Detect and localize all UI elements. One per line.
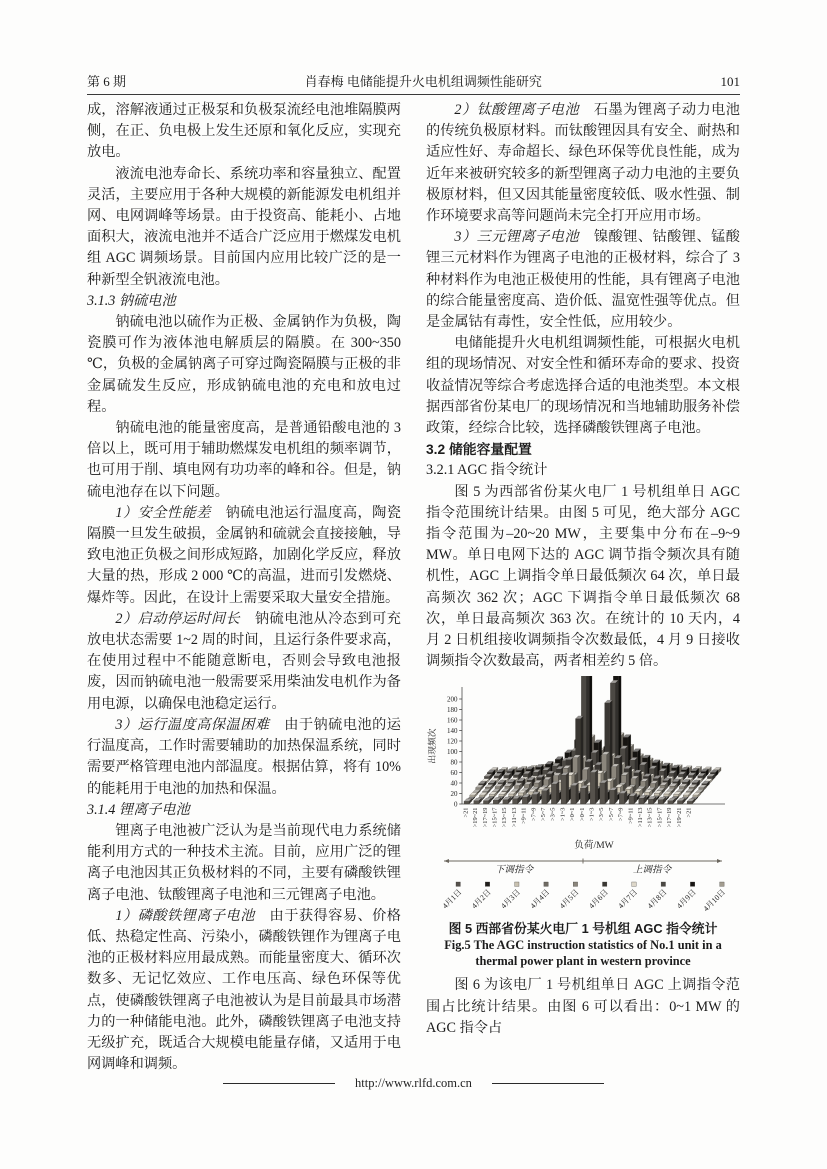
- paragraph: 2）钛酸锂离子电池 石墨为锂离子动力电池的传统负极原材料。而钛酸锂因具有安全、耐热和适应性好、寿命超长、绿色环保等优良性能，成为近年来被研究较多的新型锂离子动力电池的主要负极原材料，但又因其能量密度较低、吸水性强、制作环境要求高等问题尚未完全打开应用市场。: [426, 102, 740, 225]
- paragraph: 锂离子电池被广泛认为是当前现代电力系统储能利用方式的一种技术主流。目前，应用广泛的锂离子电池因其正负极材料的不同，主要有磷酸铁锂离子电池、钛酸锂离子电池和三元锂离子电池。: [87, 822, 401, 903]
- y-tick-label: 20: [450, 790, 458, 799]
- bar-4月1日-17: [629, 794, 637, 805]
- bar-side: [595, 770, 598, 804]
- bar-front: [629, 797, 634, 805]
- x-tick-label: >19~21: [472, 807, 480, 828]
- paragraph: 液流电池寿命长、系统功率和容量独立、配置灵活，主要应用于各种大规模的新能源发电机组并网、电网调峰等场景。由于投资高、能耗小、占地面积大，液流电池并不适合广泛应用于燃煤发电机组 AGC 调频场景。目前国内应用比较广泛的是一种新型全钒液流电池。: [87, 165, 401, 288]
- bar-side: [566, 773, 569, 805]
- legend-marker-icon: [573, 882, 577, 886]
- item-lead: 1）安全性能差: [115, 504, 211, 521]
- left-column: [87, 100, 401, 1075]
- bar-4月1日-12: [580, 786, 588, 805]
- x-tick-label: >19~21: [675, 807, 683, 828]
- x-tick-label: >7~9: [530, 807, 538, 822]
- bar-4月1日-8: [542, 789, 550, 805]
- bar-front: [532, 795, 537, 804]
- x-axis-title: 负荷/MW: [574, 840, 614, 852]
- right-column-text: [426, 100, 740, 672]
- y-tick-label: 140: [447, 727, 458, 736]
- x-tick-label: >1~3: [588, 807, 596, 822]
- page-number: 101: [720, 74, 740, 89]
- y-tick-label: 200: [447, 695, 458, 704]
- y-axis-title: 出现频次: [427, 728, 437, 765]
- paragraph: 电储能提升火电机组调频性能，可根据火电机组的现场情况、对安全性和循环寿命的要求、投资收益情况等综合考虑选择合适的电池类型。本文根据西部省份某电厂的现场情况和当地辅助服务补偿政策，经综合比较，选择磷酸铁锂离子电池。: [426, 335, 740, 437]
- bar-4月3日-23: [693, 793, 701, 798]
- bar-front: [542, 791, 547, 804]
- bar-front: [551, 785, 556, 805]
- bar-front: [474, 801, 479, 804]
- bar-front: [513, 799, 518, 804]
- bar-side: [576, 783, 579, 804]
- bar-front: [658, 800, 663, 804]
- legend-date-label: 4月4日: [528, 888, 552, 911]
- page-header: [87, 71, 740, 95]
- bar-4月1日-3: [493, 798, 501, 804]
- legend-date-label: 4月3日: [499, 888, 523, 911]
- x-tick-label: >3~5: [598, 807, 606, 822]
- paragraph: 3）运行温度高保温困难 由于钠硫电池的运行温度高，工作时需要辅助的加热保温系统，同时需要严格管理电池内部温度。根据估算，将有 10% 的能耗用于电池的加热和保温。: [87, 716, 401, 797]
- paragraph: 图 5 为西部省份某火电厂 1 号机组单日 AGC 指令范围统计结果。由图 5 可见，绝大部分 AGC 指令范围为–20~20 MW，主要集中分布在–9~9 MW。单日电网下达的 AGC 调节指令频次具有随机性，AGC 上调指令单日最低频次 64 次，单日最高频次 362 次；AGC 下调指令单日最低频次 68 次，单日最高频次 363 次。在统计的 10 天内，4 月 2 日机组接收调频指令次数最低，4 月 9 日接收调频指令次数最高，两者相差约 5 倍。: [426, 483, 740, 670]
- paragraph: 1）磷酸铁锂离子电池 由于获得容易、价格低、热稳定性高、污染小，磷酸铁锂作为锂离子电池的正极材料应用最成熟。而能量密度大、循环次数多、无记忆效应、工作电压高、绿色环保等优点，使磷酸铁锂离子电池被认为是目前最具市场潜力的一种储能电池。此外，磷酸铁锂离子电池支持无级扩充，既适合大规模电能量存储，又适用于电网调峰和调频。: [87, 907, 401, 1073]
- y-tick-label: 60: [450, 769, 458, 778]
- agc-statistics-chart: [426, 676, 740, 920]
- legend-date-label: 4月10日: [701, 888, 728, 914]
- bar-front: [493, 801, 498, 805]
- legend-marker-icon: [515, 882, 519, 886]
- item-lead: 2）钛酸锂离子电池: [454, 102, 580, 118]
- bar-4月1日-21: [668, 799, 676, 805]
- section-heading: 3.1.3 钠硫电池: [87, 292, 176, 309]
- bar-front: [648, 800, 653, 805]
- x-tick-label: >5~7: [607, 807, 615, 822]
- legend-marker-icon: [485, 882, 489, 886]
- x-tick-label: >21: [462, 807, 470, 818]
- x-tick-label: >5~7: [540, 807, 547, 822]
- x-tick-label: >7~9: [617, 807, 625, 822]
- bar-4月3日-22: [683, 793, 691, 798]
- chart-bars: [464, 676, 721, 804]
- legend-date-label: 4月8日: [645, 888, 669, 911]
- bar-front: [668, 801, 673, 804]
- bar-front: [561, 776, 566, 805]
- bar-4月1日-23: [687, 799, 695, 804]
- x-tick-label: >11~13: [637, 807, 644, 828]
- item-lead: 3）三元锂离子电池: [454, 229, 580, 246]
- legend-date-label: 4月9日: [674, 888, 698, 911]
- figure-5: [426, 676, 740, 969]
- left-arrowhead-icon: [444, 859, 449, 863]
- section-heading: 3.2 储能容量配置: [426, 442, 532, 458]
- y-tick-label: 160: [447, 716, 458, 725]
- bar-front: [600, 783, 605, 804]
- right-column-text-after-figure: [426, 975, 740, 1039]
- figure-caption-zh: 图 5 西部省份某火电厂 1 号机组 AGC 指令统计: [448, 921, 718, 937]
- legend-date-label: 4月1日: [440, 888, 464, 911]
- bar-front: [590, 773, 595, 805]
- bar-front: [580, 789, 585, 805]
- item-lead: 2）启动停运时间长: [115, 610, 241, 627]
- footer-rule-left: [223, 1083, 335, 1084]
- journal-issue: 第 6 期: [87, 74, 127, 89]
- x-tick-label: >15~17: [656, 807, 664, 828]
- legend-date-label: 4月5日: [557, 888, 581, 911]
- legend-marker-icon: [544, 882, 548, 886]
- right-column: [426, 100, 740, 1039]
- paragraph: 1）安全性能差 钠硫电池运行温度高，陶瓷隔膜一旦发生破损，金属钠和硫就会直接接触，导致电池正负极之间形成短路，加剧化学反应，释放大量的热，形成 2 000 ℃的高温，进而引发燃烧、爆炸等。因此，在设计上需要采取大量安全措施。: [87, 504, 401, 606]
- y-tick-label: 80: [450, 758, 458, 767]
- bar-4月3日-1: [480, 793, 488, 798]
- bar-4月1日-2: [483, 799, 491, 805]
- legend-marker-icon: [603, 882, 607, 886]
- paragraph: 2）启动停运时间长 钠硫电池从冷态到可充放电状态需要 1~2 周的时间，且运行条件要求高，在使用过程中不能随意断电，否则会导致电池报废，因而钠硫电池一般需要采用柴油发电机作为备用电源，以确保电池稳定运行。: [87, 610, 401, 712]
- bar-side: [556, 782, 559, 805]
- legend-marker-icon: [456, 882, 460, 886]
- bar-4月1日-15: [610, 788, 618, 804]
- x-tick-label: >11~13: [510, 807, 518, 828]
- bar-4月1日-0: [464, 799, 472, 804]
- bar-side: [547, 789, 550, 805]
- x-tick-label: >0~1: [578, 807, 586, 822]
- bar-4月1日-22: [677, 799, 685, 805]
- y-tick-label: 180: [447, 706, 458, 715]
- down-regulation-label: 下调指令: [494, 864, 534, 876]
- bar-4月1日-16: [619, 791, 627, 804]
- running-title: 肖春梅 电储能提升火电机组调频性能研究: [304, 74, 542, 89]
- regulation-annotation: [444, 859, 722, 876]
- bar-4月1日-7: [532, 792, 540, 804]
- y-axis: [426, 687, 462, 808]
- section-heading: 3.2.1 AGC 指令统计: [426, 462, 548, 479]
- bar-side: [605, 781, 608, 805]
- y-tick-label: 0: [454, 800, 458, 809]
- y-tick-label: 100: [447, 748, 458, 757]
- page-footer: [0, 1076, 827, 1091]
- bar-side: [615, 788, 618, 804]
- bar-side: [585, 786, 588, 805]
- bar-front: [571, 786, 576, 804]
- legend-date-label: 4月2日: [469, 888, 493, 911]
- bar-front: [483, 801, 488, 804]
- x-tick-label: >13~15: [501, 807, 509, 828]
- x-tick-label: >17~19: [666, 807, 674, 828]
- legend-marker-icon: [632, 882, 636, 886]
- bar-4月1日-20: [658, 797, 666, 804]
- x-tick-label: >21: [685, 807, 693, 818]
- up-regulation-label: 上调指令: [632, 864, 672, 876]
- x-tick-label: >0~1: [569, 807, 577, 822]
- bar-front: [610, 791, 615, 805]
- bar-4月1日-14: [600, 781, 608, 805]
- x-tick-label: >13~15: [646, 807, 654, 828]
- legend-date-label: 4月6日: [587, 888, 610, 911]
- x-tick-label: >9~11: [520, 807, 528, 825]
- bar-4月1日-13: [590, 770, 598, 804]
- paragraph: 成，溶解液通过正极泵和负极泵流经电池堆隔膜两侧，在正、负电极上发生还原和氧化反应，实现充放电。: [87, 102, 401, 161]
- bar-4月3日-0: [470, 793, 478, 798]
- legend-marker-icon: [661, 882, 665, 886]
- y-tick-label: 120: [447, 737, 458, 746]
- paragraph: 钠硫电池的能量密度高，是普通铅酸电池的 3 倍以上，既可用于辅助燃煤发电机组的频率调节，也可用于削、填电网有功功率的峰和谷。但是，钠硫电池存在以下问题。: [87, 420, 401, 500]
- section-heading: 3.1.4 锂离子电池: [87, 801, 190, 818]
- y-tick-label: 40: [450, 779, 458, 788]
- chart-legend: [441, 882, 728, 913]
- x-tick-label: >3~5: [549, 807, 557, 822]
- bar-front: [677, 801, 682, 804]
- bar-front: [464, 802, 469, 805]
- paragraph: 3）三元锂离子电池 镍酸锂、钴酸锂、锰酸锂三元材料作为锂离子电池的正极材料，综合了 3 种材料作为电池正极使用的性能，具有锂离子电池的综合能量密度高、造价低、温宽性强等优点。但是金属钴有毒性，安全性低，应用较少。: [426, 229, 740, 331]
- right-arrowhead-icon: [717, 859, 722, 863]
- paragraph: 图 6 为该电厂 1 号机组单日 AGC 上调指令范围占比统计结果。由图 6 可以看出：0~1 MW 的 AGC 指令占: [426, 977, 740, 1036]
- item-lead: 1）磷酸铁锂离子电池: [115, 907, 255, 924]
- bar-front: [687, 802, 692, 805]
- item-lead: 3）运行温度高保温困难: [115, 716, 270, 733]
- paragraph: 钠硫电池以硫作为正极、金属钠作为负极，陶瓷膜可作为液体池电解质层的隔膜。在 300~350 ℃，负极的金属钠离子可穿过陶瓷隔膜与正极的非金属硫发生反应，形成钠硫电池的充电和放电过程。: [87, 314, 401, 415]
- x-axis-labels: [462, 807, 692, 851]
- legend-date-label: 4月7日: [616, 888, 640, 911]
- bar-front: [522, 798, 527, 805]
- bar-4月1日-9: [551, 782, 559, 805]
- footer-url: http://www.rlfd.com.cn: [355, 1076, 472, 1090]
- bar-front: [639, 799, 644, 805]
- bar-front: [619, 794, 624, 805]
- x-tick-label: >9~11: [627, 807, 635, 825]
- x-tick-label: >15~17: [491, 807, 499, 828]
- bar-4月1日-1: [474, 799, 482, 805]
- bar-4月1日-10: [561, 773, 569, 805]
- bar-front: [503, 800, 508, 804]
- bar-4月1日-11: [571, 783, 579, 804]
- footer-rule-right: [492, 1083, 604, 1084]
- x-tick-label: >1~3: [559, 807, 567, 822]
- bar-4月1日-19: [648, 797, 656, 805]
- legend-marker-icon: [690, 882, 694, 886]
- bar-4月1日-4: [503, 797, 511, 804]
- x-tick-label: >17~19: [481, 807, 489, 828]
- legend-marker-icon: [720, 882, 724, 886]
- figure-caption-en: Fig.5 The AGC instruction statistics of No.1 unit in a thermal power plant in western province: [444, 938, 722, 968]
